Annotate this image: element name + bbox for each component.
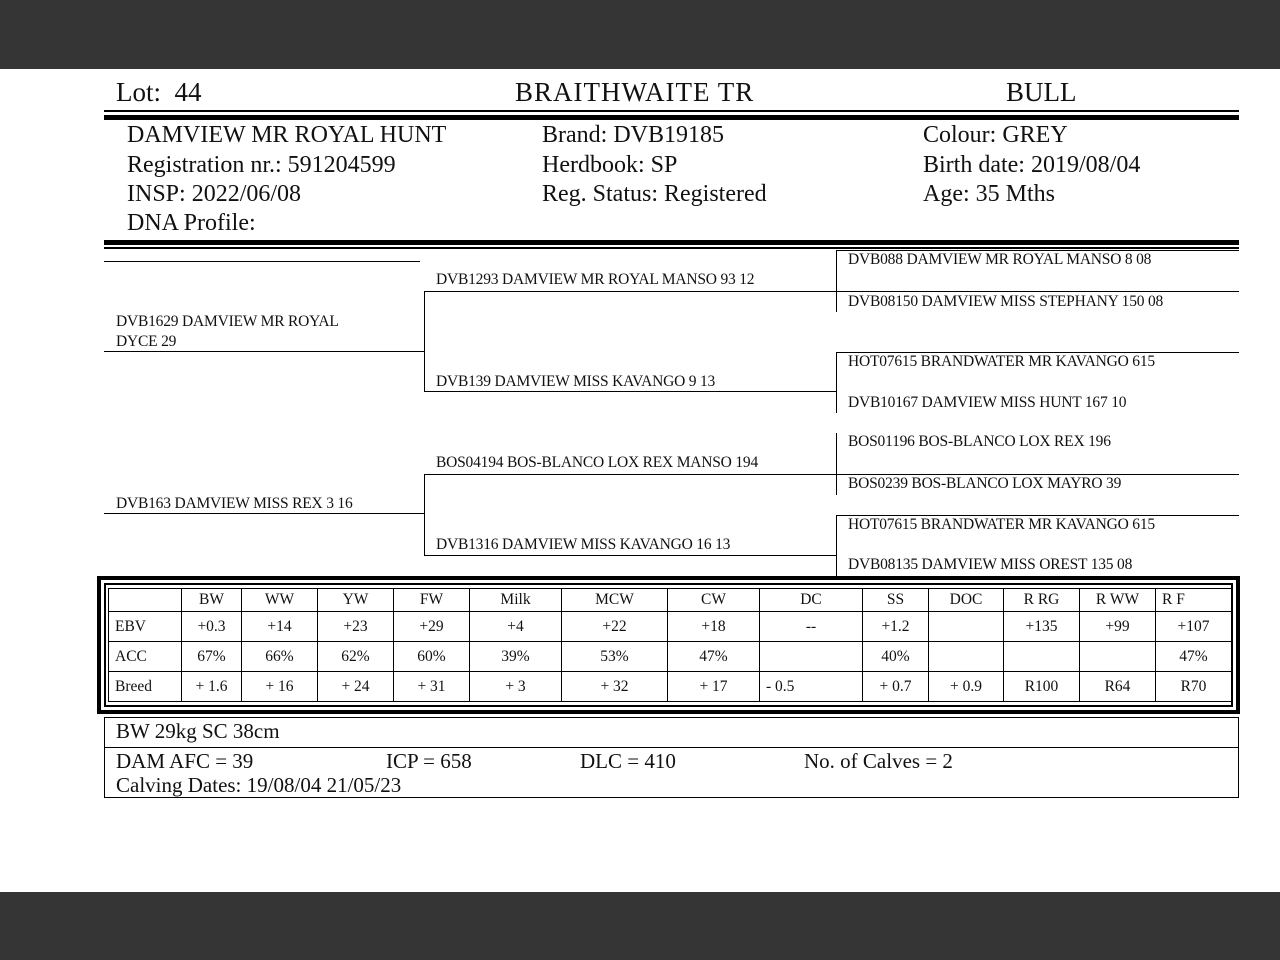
ebv-header-cell: YW (318, 589, 394, 612)
ebv-cell: +23 (318, 612, 394, 642)
animal-name: DAMVIEW MR ROYAL HUNT (127, 122, 447, 148)
reg-status: Reg. Status: Registered (542, 181, 767, 207)
ebv-cell: +22 (562, 612, 668, 642)
birth-date: Birth date: 2019/08/04 (923, 152, 1141, 178)
acc-cell: 40% (863, 642, 929, 672)
dam-sire-name: BOS04194 BOS-BLANCO LOX REX MANSO 194 (436, 454, 759, 471)
great-grandparent-5: BOS01196 BOS-BLANCO LOX REX 196 (848, 433, 1111, 450)
dam-name: DVB163 DAMVIEW MISS REX 3 16 (116, 495, 353, 512)
breed-cell: + 17 (668, 672, 760, 702)
ebv-cell: +135 (1004, 612, 1080, 642)
breed-cell: + 0.7 (863, 672, 929, 702)
sire-name-line2: DYCE 29 (116, 333, 177, 350)
sire-dam-name: DVB139 DAMVIEW MISS KAVANGO 9 13 (436, 373, 716, 390)
ebv-header-cell: R WW (1080, 589, 1156, 612)
breed-cell: + 32 (562, 672, 668, 702)
dlc: DLC = 410 (580, 749, 676, 773)
great-grandparent-3: HOT07615 BRANDWATER MR KAVANGO 615 (848, 353, 1155, 370)
acc-cell: 47% (668, 642, 760, 672)
dna-profile: DNA Profile: (127, 210, 256, 236)
viewer-bottom-bar (0, 892, 1280, 960)
viewer-top-bar (0, 0, 1280, 69)
breed-cell: + 31 (394, 672, 470, 702)
ebv-cell: +0.3 (182, 612, 242, 642)
age: Age: 35 Mths (923, 181, 1055, 207)
great-grandparent-1: DVB088 DAMVIEW MR ROYAL MANSO 8 08 (848, 251, 1152, 268)
row-label-acc: ACC (109, 642, 182, 672)
acc-cell: 66% (242, 642, 318, 672)
ebv-row-acc (109, 642, 1232, 672)
great-grandparent-8: DVB08135 DAMVIEW MISS OREST 135 08 (848, 556, 1133, 573)
breed-cell: R64 (1080, 672, 1156, 702)
ebv-cell: +18 (668, 612, 760, 642)
acc-cell: 62% (318, 642, 394, 672)
acc-cell (1004, 642, 1080, 672)
ebv-header-cell: R RG (1004, 589, 1080, 612)
ebv-cell: +29 (394, 612, 470, 642)
header-rule-thick (104, 115, 1239, 120)
acc-cell (760, 642, 863, 672)
sire-sire-name: DVB1293 DAMVIEW MR ROYAL MANSO 93 12 (436, 271, 755, 288)
info-rule-thick (104, 240, 1239, 245)
acc-cell: 47% (1156, 642, 1232, 672)
acc-cell: 53% (562, 642, 668, 672)
acc-cell: 60% (394, 642, 470, 672)
ebv-table (108, 588, 1232, 702)
brand: Brand: DVB19185 (542, 122, 724, 148)
bottom-separator (104, 747, 1239, 748)
breed-cell: R100 (1004, 672, 1080, 702)
ebv-header-cell: DOC (929, 589, 1004, 612)
breed-cell: + 1.6 (182, 672, 242, 702)
acc-cell (1080, 642, 1156, 672)
ebv-header-cell: DC (760, 589, 863, 612)
ebv-row-breed (109, 672, 1232, 702)
weights-text: BW 29kg SC 38cm (116, 719, 280, 743)
ebv-header-cell: CW (668, 589, 760, 612)
great-grandparent-4: DVB10167 DAMVIEW MISS HUNT 167 10 (848, 394, 1127, 411)
ebv-cell: -- (760, 612, 863, 642)
breed-cell: R70 (1156, 672, 1232, 702)
great-grandparent-7: HOT07615 BRANDWATER MR KAVANGO 615 (848, 516, 1155, 533)
ebv-cell: +4 (470, 612, 562, 642)
ebv-header-cell: FW (394, 589, 470, 612)
breed-cell: + 0.9 (929, 672, 1004, 702)
dam-dam-name: DVB1316 DAMVIEW MISS KAVANGO 16 13 (436, 536, 731, 553)
ebv-header-cell: MCW (562, 589, 668, 612)
great-grandparent-6: BOS0239 BOS-BLANCO LOX MAYRO 39 (848, 475, 1122, 492)
breed-cell: + 3 (470, 672, 562, 702)
catalogue-page (0, 69, 1280, 892)
ebv-cell: +99 (1080, 612, 1156, 642)
ebv-header-cell: SS (863, 589, 929, 612)
breed-cell: - 0.5 (760, 672, 863, 702)
ebv-cell: +14 (242, 612, 318, 642)
acc-cell: 39% (470, 642, 562, 672)
breed-cell: + 24 (318, 672, 394, 702)
ebv-cell (929, 612, 1004, 642)
ebv-cell: +1.2 (863, 612, 929, 642)
ebv-cell: +107 (1156, 612, 1232, 642)
ebv-header-row (109, 589, 1232, 612)
sex-label: BULL (1006, 77, 1077, 107)
owner-name: BRAITHWAITE TR (515, 77, 755, 107)
dam-afc: DAM AFC = 39 (116, 749, 254, 773)
sire-name-line1: DVB1629 DAMVIEW MR ROYAL (116, 313, 339, 330)
ebv-row-ebv (109, 612, 1232, 642)
row-label-ebv: EBV (109, 612, 182, 642)
icp: ICP = 658 (386, 749, 472, 773)
header-rule-thin (104, 110, 1239, 112)
herdbook: Herdbook: SP (542, 152, 678, 178)
ebv-header-cell: WW (242, 589, 318, 612)
registration-number: Registration nr.: 591204599 (127, 152, 396, 178)
acc-cell: 67% (182, 642, 242, 672)
ebv-header-cell: BW (182, 589, 242, 612)
acc-cell (929, 642, 1004, 672)
colour: Colour: GREY (923, 122, 1068, 148)
number-of-calves: No. of Calves = 2 (804, 749, 953, 773)
ebv-header-cell (109, 589, 182, 612)
lot-number: 44 (174, 77, 202, 107)
breed-cell: + 16 (242, 672, 318, 702)
info-rule-thin (104, 247, 1239, 249)
ebv-header-cell: Milk (470, 589, 562, 612)
calving-dates: Calving Dates: 19/08/04 21/05/23 (116, 773, 402, 797)
insp-date: INSP: 2022/06/08 (127, 181, 302, 207)
row-label-breed: Breed (109, 672, 182, 702)
great-grandparent-2: DVB08150 DAMVIEW MISS STEPHANY 150 08 (848, 293, 1164, 310)
lot-label: Lot: 44 (116, 77, 202, 107)
ebv-header-cell: R F (1156, 589, 1232, 612)
